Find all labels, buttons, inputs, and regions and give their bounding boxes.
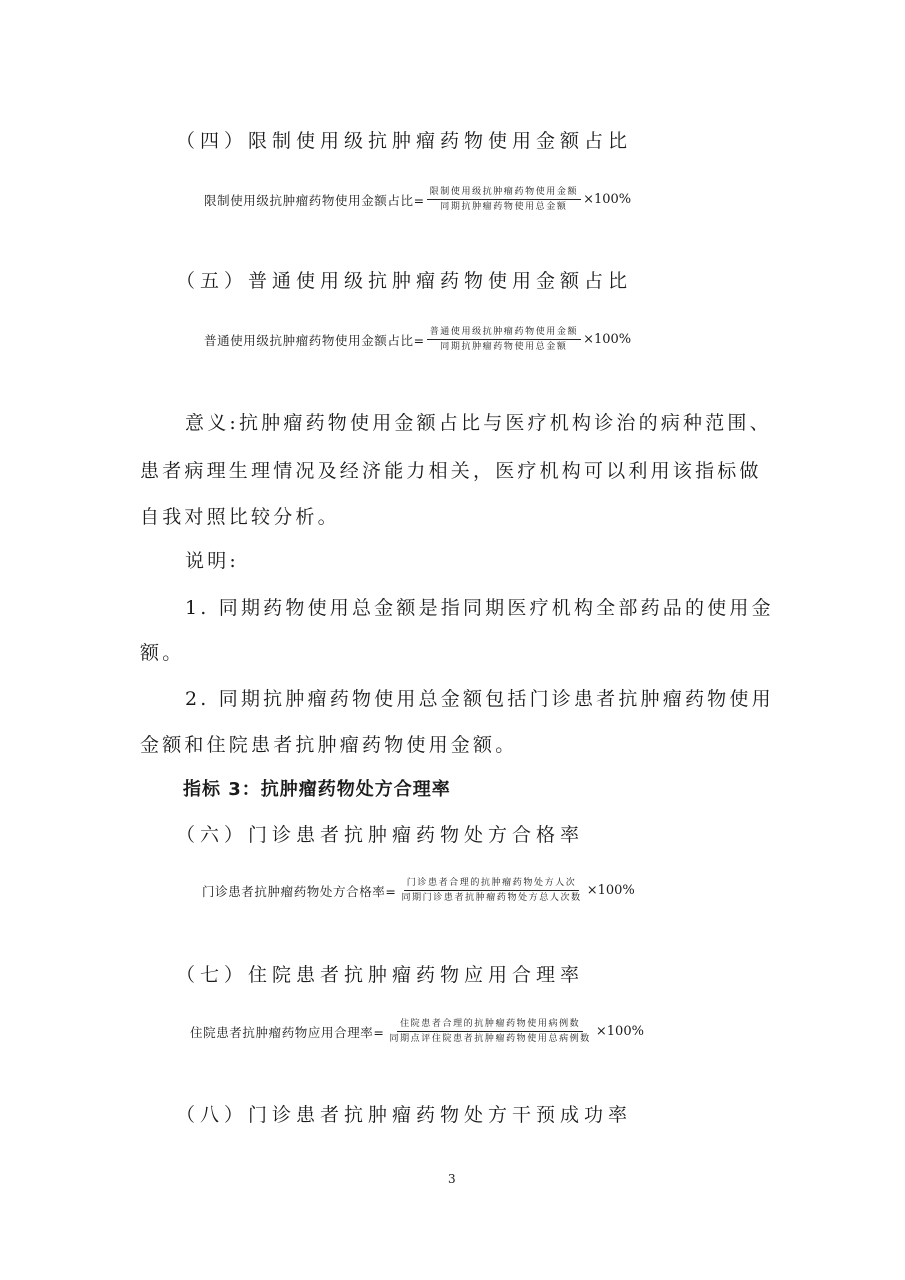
formula-fraction [386,1018,593,1045]
formula-lhs: 普通使用级抗肿瘤药物使用金额占比= [204,332,425,348]
indicator-3-heading: 指标 3：抗肿瘤药物处方合理率 [183,779,451,800]
formula-multiplier: ×100% [586,883,635,898]
note-1-line-1: 1. 同期药物使用总金额是指同期医疗机构全部药品的使用金 [185,597,774,619]
section-7-formula [190,1018,644,1045]
section-4-formula [204,186,631,213]
page-number: 3 [448,1172,456,1186]
formula-multiplier: ×100% [583,192,632,207]
formula-denominator: 同期抗肿瘤药物使用总金额 [440,342,568,352]
formula-lhs: 限制使用级抗肿瘤药物使用金额占比= [204,192,425,208]
section-5-heading: （五）普通使用级抗肿瘤药物使用金额占比 [176,270,633,292]
note-1-line-2: 额。 [140,642,185,664]
formula-fraction [398,877,584,904]
formula-multiplier: ×100% [583,332,632,347]
formula-numerator: 住院患者合理的抗肿瘤药物使用病例数 [397,1018,583,1032]
meaning-line-3: 自我对照比较分析。 [140,506,340,528]
note-2-line-1: 2. 同期抗肿瘤药物使用总金额包括门诊患者抗肿瘤药物使用 [185,688,774,710]
section-6-heading: （六）门诊患者抗肿瘤药物处方合格率 [176,824,585,846]
section-4-heading: （四）限制使用级抗肿瘤药物使用金额占比 [176,130,633,152]
formula-denominator: 同期门诊患者抗肿瘤药物处方总人次数 [401,893,582,903]
notes-title: 说明: [185,550,240,572]
note-2-line-2: 金额和住院患者抗肿瘤药物使用金额。 [140,734,518,756]
section-7-heading: （七）住院患者抗肿瘤药物应用合理率 [176,964,585,986]
formula-numerator: 限制使用级抗肿瘤药物使用金额 [427,186,581,200]
formula-numerator: 普通使用级抗肿瘤药物使用金额 [427,326,581,340]
section-6-formula [202,877,635,904]
formula-lhs: 门诊患者抗肿瘤药物处方合格率= [202,883,397,899]
formula-fraction [427,186,581,213]
meaning-line-1: 意义:抗肿瘤药物使用金额占比与医疗机构诊治的病种范围、 [185,412,772,434]
formula-lhs: 住院患者抗肿瘤药物应用合理率= [190,1024,385,1040]
meaning-line-2: 患者病理生理情况及经济能力相关，医疗机构可以利用该指标做 [140,460,762,482]
formula-denominator: 同期点评住院患者抗肿瘤药物使用总病例数 [389,1034,591,1044]
section-8-heading: （八）门诊患者抗肿瘤药物处方干预成功率 [176,1104,633,1126]
section-5-formula [204,326,631,353]
formula-numerator: 门诊患者合理的抗肿瘤药物处方人次 [404,877,580,891]
formula-fraction [427,326,581,353]
formula-denominator: 同期抗肿瘤药物使用总金额 [440,202,568,212]
formula-multiplier: ×100% [595,1024,644,1039]
